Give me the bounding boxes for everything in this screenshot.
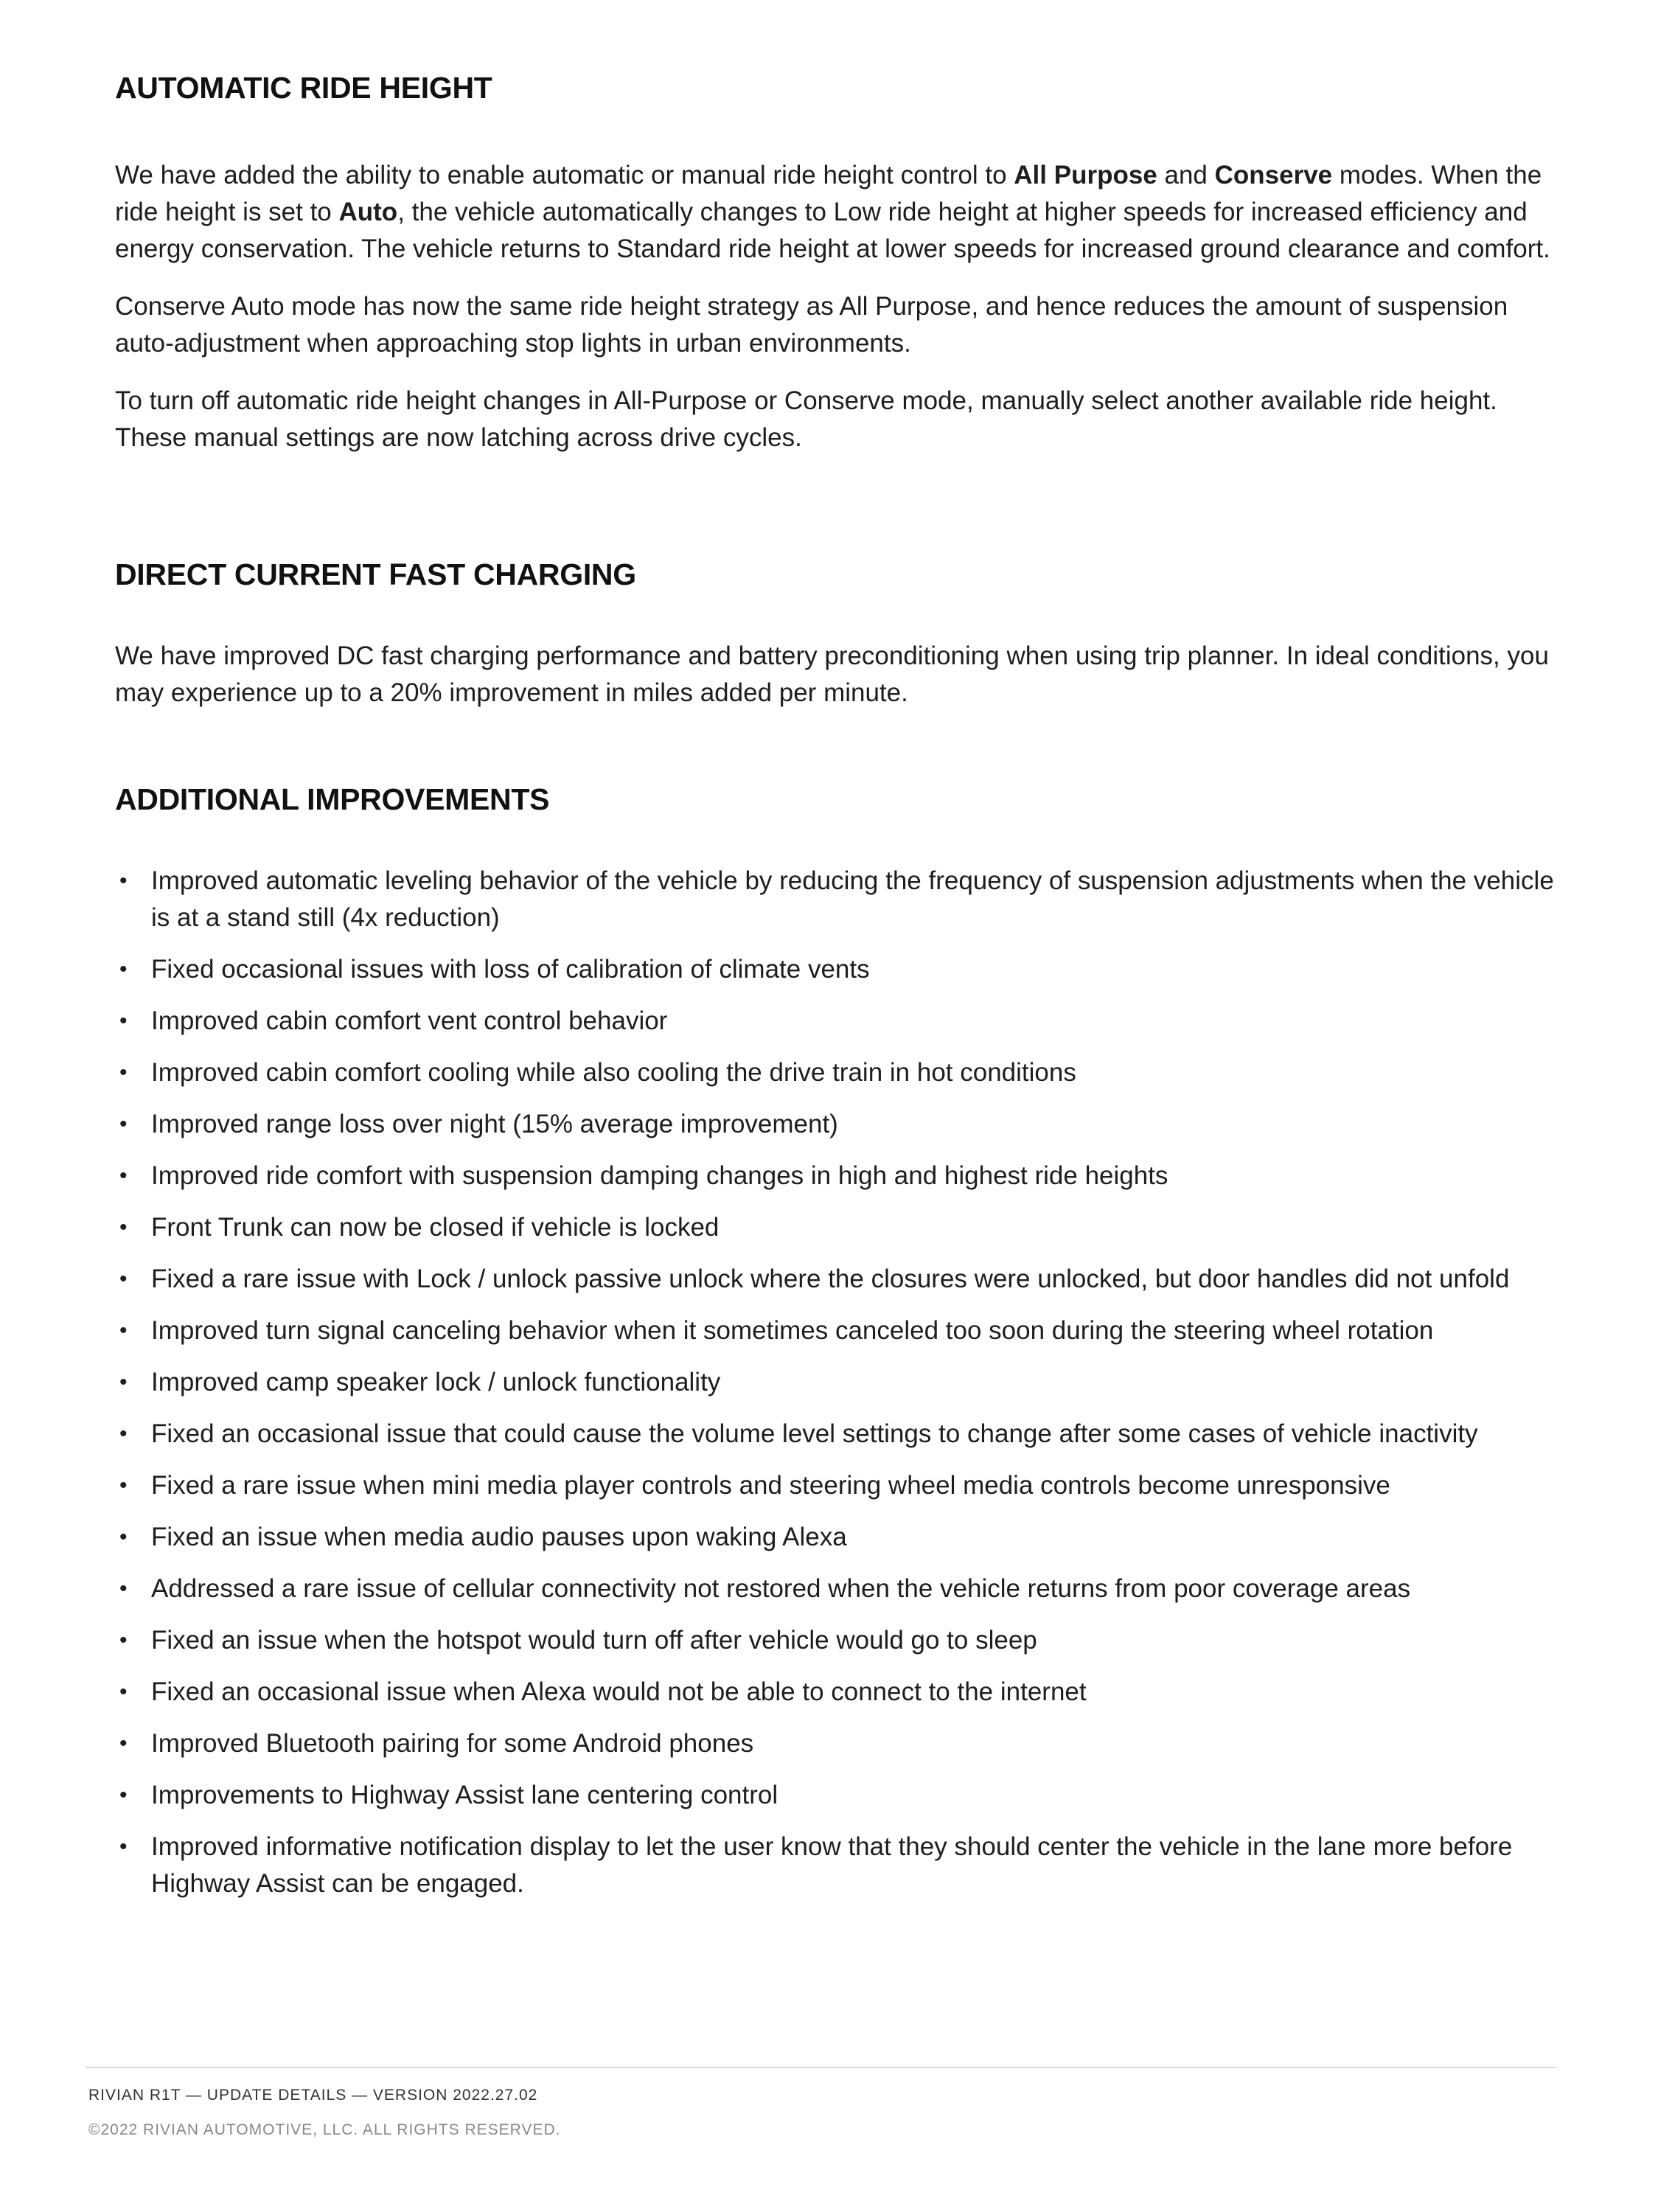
list-item: • Improved camp speaker lock / unlock functionality (115, 1364, 1560, 1401)
bold-text: All Purpose (1014, 161, 1157, 189)
section-automatic-ride-height (115, 71, 1560, 477)
list-item: • Improved Bluetooth pairing for some Android phones (115, 1725, 1560, 1762)
list-item: • Improved cabin comfort vent control behavior (115, 1003, 1560, 1040)
list-item: • Fixed an issue when media audio pauses upon waking Alexa (115, 1519, 1560, 1556)
list-item: • Improved cabin comfort cooling while also cooling the drive train in hot conditions (115, 1054, 1560, 1091)
improvements-list (115, 863, 1560, 1902)
text-run: modes. When the ride height is set to (115, 161, 1542, 226)
bold-text: Auto (338, 198, 398, 226)
footer-divider (86, 2067, 1556, 2068)
section-title: DIRECT CURRENT FAST CHARGING (115, 557, 636, 591)
bold-text: Conserve (1214, 161, 1333, 189)
footer-document-info: RIVIAN R1T — UPDATE DETAILS — VERSION 2022.27.02 (88, 2087, 538, 2104)
list-item: • Improvements to Highway Assist lane centering control (115, 1777, 1560, 1814)
list-item: • Fixed occasional issues with loss of calibration of climate vents (115, 951, 1560, 988)
list-item: • Improved ride comfort with suspension damping changes in high and highest ride heights (115, 1158, 1560, 1194)
paragraph (115, 157, 1560, 268)
section-title: AUTOMATIC RIDE HEIGHT (115, 71, 492, 105)
section-dc-fast-charging (115, 557, 1560, 732)
list-item: • Fixed a rare issue with Lock / unlock passive unlock where the closures were unlocked, but door handles did not unfold (115, 1261, 1560, 1298)
list-item: • Addressed a rare issue of cellular connectivity not restored when the vehicle returns from poor coverage areas (115, 1571, 1560, 1607)
section-additional-improvements (115, 782, 1560, 1917)
text-run: We have added the ability to enable automatic or manual ride height control to (115, 161, 1014, 189)
list-item: • Fixed an occasional issue that could cause the volume level settings to change after some cases of vehicle inactivity (115, 1416, 1560, 1453)
section-title: ADDITIONAL IMPROVEMENTS (115, 782, 550, 816)
list-item: • Improved turn signal canceling behavior when it sometimes canceled too soon during the steering wheel rotation (115, 1312, 1560, 1349)
paragraph: We have improved DC fast charging performance and battery preconditioning when using trip planner. In ideal conditions, you may experience up to a 20% improvement in miles added per minute. (115, 641, 1549, 707)
text-run: , the vehicle automatically changes to Low ride height at higher speeds for increased efficiency and energy conservation. The vehicle returns to Standard ride height at lower speeds for increased ground clearance and comfort. (115, 198, 1550, 263)
list-item: • Fixed an issue when the hotspot would turn off after vehicle would go to sleep (115, 1622, 1560, 1659)
list-item: • Fixed an occasional issue when Alexa would not be able to connect to the internet (115, 1674, 1560, 1711)
list-item: • Improved automatic leveling behavior of the vehicle by reducing the frequency of suspension adjustments when the vehicle is at a stand still (4x reduction) (115, 863, 1560, 936)
paragraph: Conserve Auto mode has now the same ride height strategy as All Purpose, and hence reduces the amount of suspension auto-adjustment when approaching stop lights in urban environments. (115, 292, 1508, 358)
list-item: • Improved range loss over night (15% average improvement) (115, 1106, 1560, 1143)
list-item: • Fixed a rare issue when mini media player controls and steering wheel media controls become unresponsive (115, 1467, 1560, 1504)
list-item: • Improved informative notification display to let the user know that they should center the vehicle in the lane more before Highway Assist can be engaged. (115, 1829, 1560, 1902)
footer-copyright: ©2022 RIVIAN AUTOMOTIVE, LLC. ALL RIGHTS RESERVED. (88, 2121, 561, 2138)
text-run: and (1157, 161, 1215, 189)
paragraph: To turn off automatic ride height changes in All-Purpose or Conserve mode, manually select another available ride height. These manual settings are now latching across drive cycles. (115, 386, 1497, 452)
list-item: • Front Trunk can now be closed if vehicle is locked (115, 1209, 1560, 1246)
